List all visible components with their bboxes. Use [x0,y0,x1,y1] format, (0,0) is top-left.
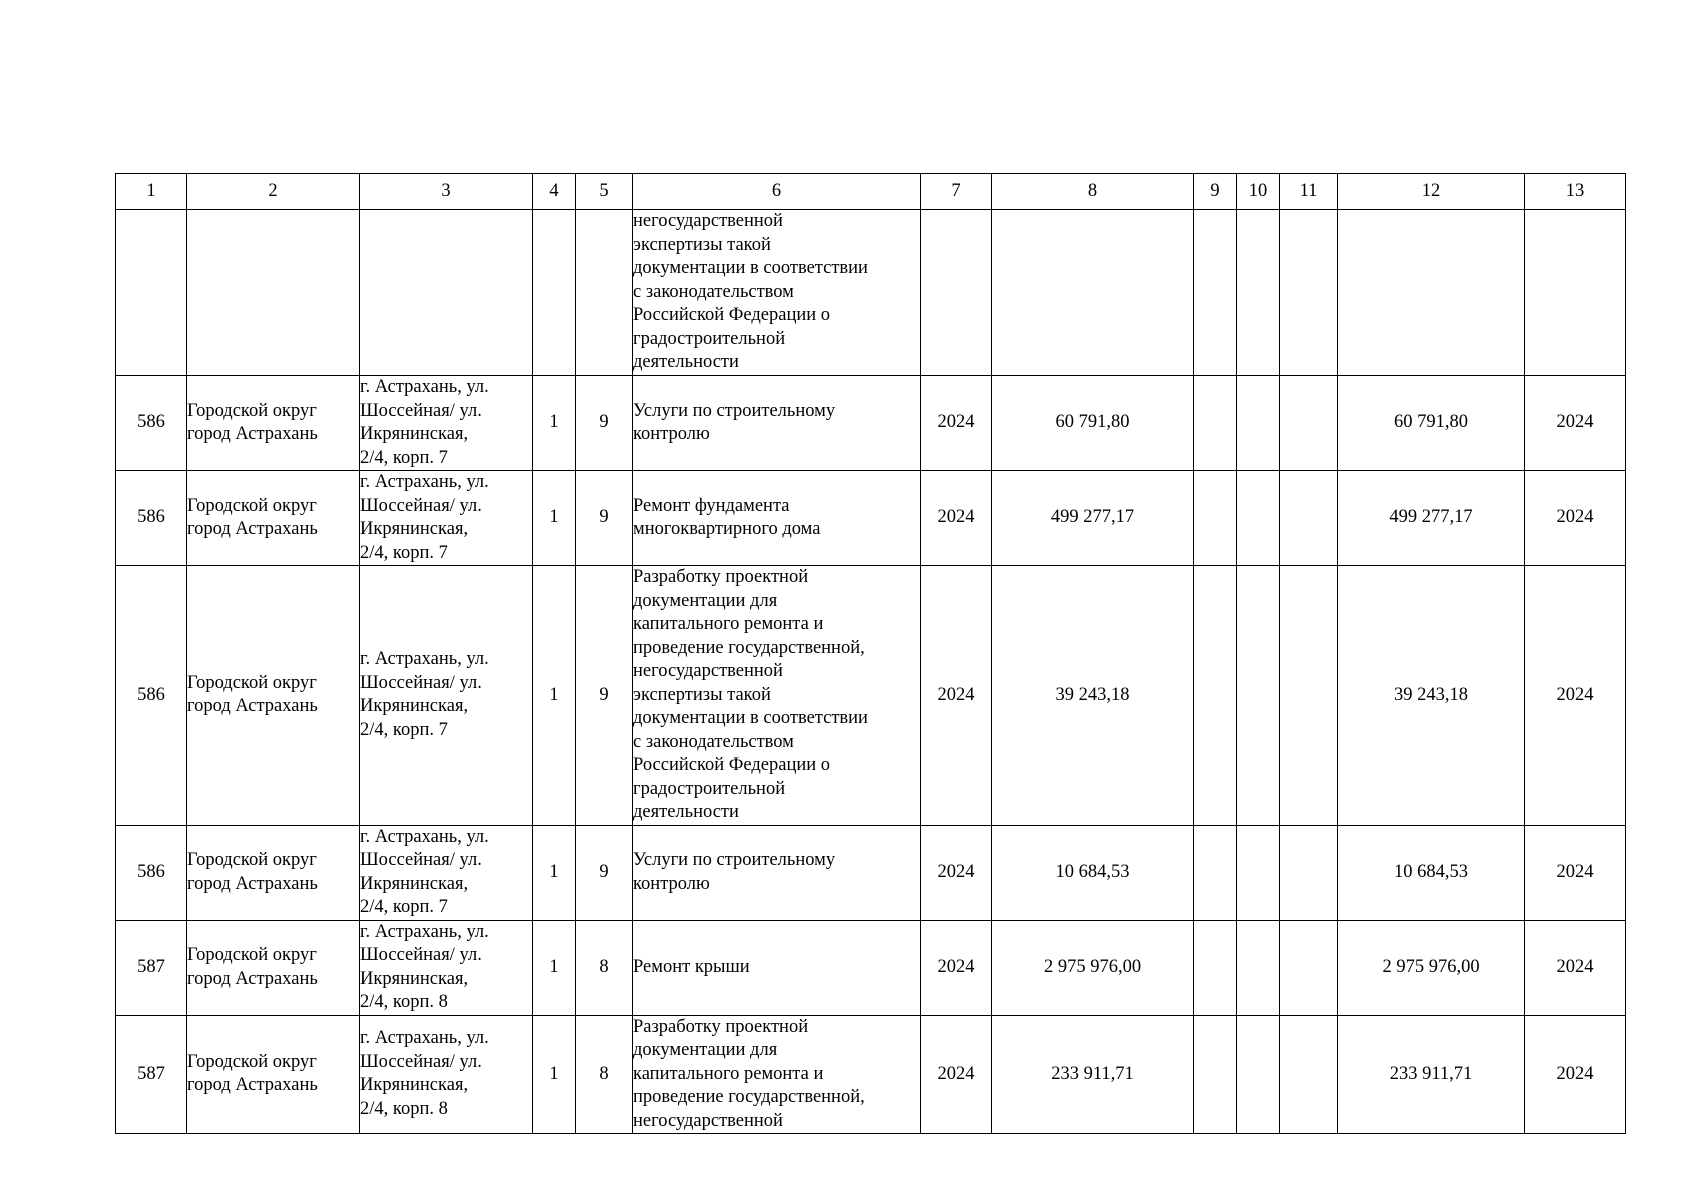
column-5-cell [576,566,633,826]
column-header-12: 12 [1338,174,1525,210]
column-4-cell [533,376,576,471]
fund-amount-cell [1338,471,1525,566]
column-11-cell [1280,471,1338,566]
column-10-cell [1237,210,1280,376]
column-10-cell [1237,825,1280,920]
address-cell [360,920,533,1015]
column-9-cell [1194,566,1237,826]
column-5-cell [576,1015,633,1134]
column-4-cell [533,210,576,376]
municipality-text: Городской округ город Астрахань [187,495,318,539]
column-header-11: 11 [1280,174,1338,210]
record-number-text: 587 [137,1063,165,1084]
column-5-cell [576,376,633,471]
column-4-text: 1 [549,684,559,705]
column-4-text: 1 [549,956,559,977]
column-10-cell [1237,376,1280,471]
column-header-10: 10 [1237,174,1280,210]
completion-year-cell [1525,825,1626,920]
address-text: г. Астрахань, ул. Шоссейная/ ул. Икрянинская, 2/4, корп. 8 [360,921,489,1012]
fund-amount-text: 499 277,17 [1389,507,1473,528]
column-header-9: 9 [1194,174,1237,210]
record-number-text: 586 [137,507,165,528]
year-text: 2024 [937,861,975,882]
cost-cell [992,210,1194,376]
fund-amount-cell [1338,920,1525,1015]
municipality-text: Городской округ город Астрахань [187,1051,318,1096]
column-9-cell [1194,210,1237,376]
column-9-cell [1194,471,1237,566]
cost-text: 2 975 976,00 [1043,956,1142,977]
fund-amount-text: 39 243,18 [1394,684,1468,705]
column-10-cell [1237,566,1280,826]
cost-cell [992,471,1194,566]
record-number-text: 586 [137,684,165,705]
repair-plan-table [115,173,1626,1134]
cost-text: 499 277,17 [1050,507,1135,528]
year-text: 2024 [937,684,975,705]
column-header-3: 3 [360,174,533,210]
fund-amount-text: 60 791,80 [1394,412,1468,433]
address-text: г. Астрахань, ул. Шоссейная/ ул. Икрянинская, 2/4, корп. 7 [360,377,489,468]
address-text: г. Астрахань, ул. Шоссейная/ ул. Икрянинская, 2/4, корп. 7 [360,649,489,740]
column-9-cell [1194,920,1237,1015]
work-type-cell [633,376,921,471]
cost-cell [992,566,1194,826]
work-type-text: негосударственной экспертизы такой документации в соответствии с законодательством Российской Федерации о градостроительной деятельности [633,211,868,373]
work-type-cell [633,566,921,826]
fund-amount-text: 2 975 976,00 [1382,956,1480,977]
municipality-text: Городской округ город Астрахань [187,400,318,444]
municipality-cell [187,471,360,566]
completion-year-text: 2024 [1556,507,1594,528]
cost-text: 60 791,80 [1055,412,1130,433]
column-header-5: 5 [576,174,633,210]
column-11-cell [1280,825,1338,920]
column-4-cell [533,566,576,826]
record-number-cell [116,920,187,1015]
year-text: 2024 [937,1063,975,1084]
column-header-1: 1 [116,174,187,210]
completion-year-text: 2024 [1556,684,1594,705]
work-type-cell [633,1015,921,1134]
work-type-text: Ремонт крыши [633,956,750,977]
work-type-text: Услуги по строительному контролю [633,850,836,894]
column-5-cell [576,825,633,920]
fund-amount-cell [1338,566,1525,826]
column-header-7: 7 [921,174,992,210]
year-cell [921,376,992,471]
address-text: г. Астрахань, ул. Шоссейная/ ул. Икрянинская, 2/4, корп. 7 [360,826,489,917]
column-5-cell [576,471,633,566]
column-header-4: 4 [533,174,576,210]
column-4-cell [533,1015,576,1134]
municipality-cell [187,210,360,376]
municipality-text: Городской округ город Астрахань [187,850,318,894]
address-cell [360,566,533,826]
year-cell [921,1015,992,1134]
work-type-text: Разработку проектной документации для капитального ремонта и проведение государственной, негосударственной [633,1016,865,1131]
table-row [116,471,1626,566]
completion-year-cell [1525,566,1626,826]
year-cell [921,210,992,376]
record-number-cell [116,566,187,826]
column-header-8: 8 [992,174,1194,210]
column-10-cell [1237,920,1280,1015]
record-number-cell [116,1015,187,1134]
table-row [116,920,1626,1015]
address-text: г. Астрахань, ул. Шоссейная/ ул. Икрянинская, 2/4, корп. 7 [360,472,489,563]
record-number-cell [116,471,187,566]
work-type-text: Ремонт фундамента многоквартирного дома [633,495,821,539]
column-5-text: 8 [599,956,609,977]
column-9-cell [1194,825,1237,920]
municipality-cell [187,920,360,1015]
municipality-cell [187,825,360,920]
fund-amount-text: 10 684,53 [1394,861,1468,882]
year-text: 2024 [937,507,975,528]
cost-text: 39 243,18 [1055,684,1130,705]
year-text: 2024 [937,956,975,977]
record-number-text: 586 [137,412,165,433]
cost-cell [992,825,1194,920]
municipality-cell [187,376,360,471]
record-number-cell [116,825,187,920]
column-11-cell [1280,1015,1338,1134]
column-4-cell [533,920,576,1015]
column-11-cell [1280,210,1338,376]
column-5-text: 8 [599,1063,609,1084]
year-cell [921,825,992,920]
table-row [116,376,1626,471]
address-cell [360,210,533,376]
municipality-text: Городской округ город Астрахань [187,945,318,989]
table-row [116,1015,1626,1134]
record-number-cell [116,210,187,376]
address-cell [360,471,533,566]
fund-amount-cell [1338,210,1525,376]
work-type-cell [633,471,921,566]
municipality-text: Городской округ город Астрахань [187,672,318,717]
column-4-text: 1 [549,412,559,433]
address-text: г. Астрахань, ул. Шоссейная/ ул. Икрянинская, 2/4, корп. 8 [360,1028,489,1119]
year-cell [921,566,992,826]
completion-year-text: 2024 [1556,412,1594,433]
record-number-text: 586 [137,861,165,882]
municipality-cell [187,566,360,826]
record-number-text: 587 [137,956,165,977]
work-type-cell [633,825,921,920]
column-4-cell [533,471,576,566]
column-header-13: 13 [1525,174,1626,210]
table-row [116,566,1626,826]
work-type-cell [633,920,921,1015]
column-10-cell [1237,471,1280,566]
cost-cell [992,1015,1194,1134]
column-5-text: 9 [599,861,609,882]
column-header-2: 2 [187,174,360,210]
column-10-cell [1237,1015,1280,1134]
address-cell [360,825,533,920]
column-5-text: 9 [599,684,609,705]
work-type-text: Услуги по строительному контролю [633,400,836,444]
column-11-cell [1280,566,1338,826]
municipality-cell [187,1015,360,1134]
completion-year-text: 2024 [1556,1063,1594,1084]
year-cell [921,920,992,1015]
column-5-cell [576,210,633,376]
fund-amount-cell [1338,825,1525,920]
column-4-cell [533,825,576,920]
table-row [116,825,1626,920]
column-9-cell [1194,1015,1237,1134]
address-cell [360,376,533,471]
column-header-6: 6 [633,174,921,210]
table-row [116,210,1626,376]
column-11-cell [1280,920,1338,1015]
column-5-text: 9 [599,507,609,528]
column-5-cell [576,920,633,1015]
work-type-cell [633,210,921,376]
work-type-text: Разработку проектной документации для капитального ремонта и проведение государственной, негосударственной экспертизы такой документации в соответствии с законодательством Российской Федерации о градостроительной деятельности [633,567,868,822]
column-5-text: 9 [599,412,609,433]
cost-text: 233 911,71 [1051,1063,1134,1084]
address-cell [360,1015,533,1134]
column-4-text: 1 [549,507,559,528]
column-11-cell [1280,376,1338,471]
completion-year-text: 2024 [1556,956,1594,977]
completion-year-cell [1525,1015,1626,1134]
completion-year-cell [1525,210,1626,376]
year-cell [921,471,992,566]
completion-year-cell [1525,920,1626,1015]
fund-amount-text: 233 911,71 [1389,1063,1473,1084]
record-number-cell [116,376,187,471]
fund-amount-cell [1338,1015,1525,1134]
completion-year-cell [1525,471,1626,566]
completion-year-cell [1525,376,1626,471]
cost-cell [992,376,1194,471]
column-number-row [116,174,1626,210]
year-text: 2024 [937,412,975,433]
column-4-text: 1 [549,861,559,882]
cost-cell [992,920,1194,1015]
completion-year-text: 2024 [1556,861,1594,882]
fund-amount-cell [1338,376,1525,471]
cost-text: 10 684,53 [1055,861,1130,882]
column-9-cell [1194,376,1237,471]
column-4-text: 1 [549,1063,559,1084]
